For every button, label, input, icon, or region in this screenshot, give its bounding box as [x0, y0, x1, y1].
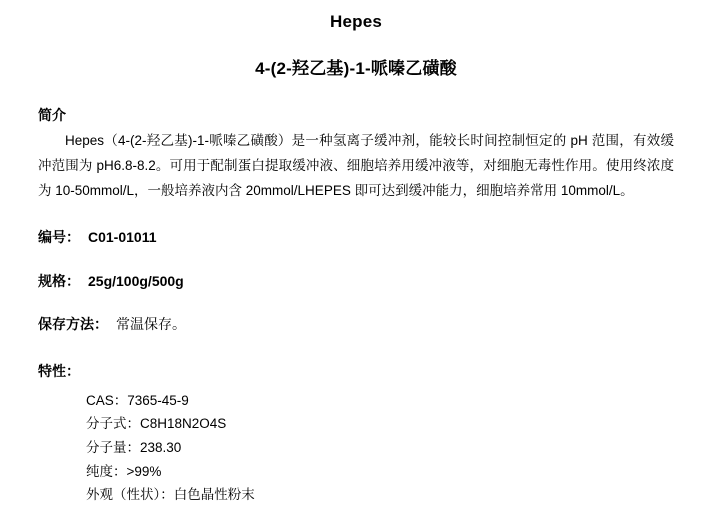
- page-title-cn: 4-(2-羟乙基)-1-哌嗪乙磺酸: [255, 59, 457, 78]
- list-item: CAS：7365-45-9: [86, 392, 189, 408]
- list-item: 外观（性状）：白色晶性粉末: [86, 487, 255, 503]
- field-code-label: 编号：: [38, 228, 80, 245]
- document-page: [0, 12, 712, 528]
- field-code-value: C01-01011: [88, 228, 157, 245]
- field-storage-label: 保存方法：: [38, 316, 108, 333]
- list-item: 分子式：C8H18N2O4S: [86, 416, 227, 432]
- field-code: [38, 228, 674, 248]
- field-spec-value: 25g/100g/500g: [88, 272, 184, 289]
- intro-paragraph: Hepes（4-(2-羟乙基)-1-哌嗪乙磺酸）是一种氢离子缓冲剂，能较长时间控制恒定的 pH 范围，有效缓冲范围为 pH6.8-8.2。可用于配制蛋白提取缓冲液、细胞培养用缓冲液等，对细胞无毒性作用。使用终浓度为 10-50mmol/L，一般培养液内含 20mmol/LHEPES 即可达到缓冲能力，细胞培养常用 10mmol/L。: [38, 133, 674, 198]
- properties-heading: 特性：: [38, 362, 80, 379]
- field-storage: [38, 315, 674, 335]
- properties-list: [38, 389, 674, 507]
- intro-heading: 简介: [38, 107, 66, 123]
- list-item: 纯度：>99%: [86, 463, 162, 479]
- field-spec: [38, 272, 674, 292]
- field-storage-value: 常温保存。: [116, 316, 186, 333]
- list-item: 分子量：238.30: [86, 439, 182, 455]
- field-spec-label: 规格：: [38, 272, 80, 289]
- page-title-en: Hepes: [329, 12, 383, 31]
